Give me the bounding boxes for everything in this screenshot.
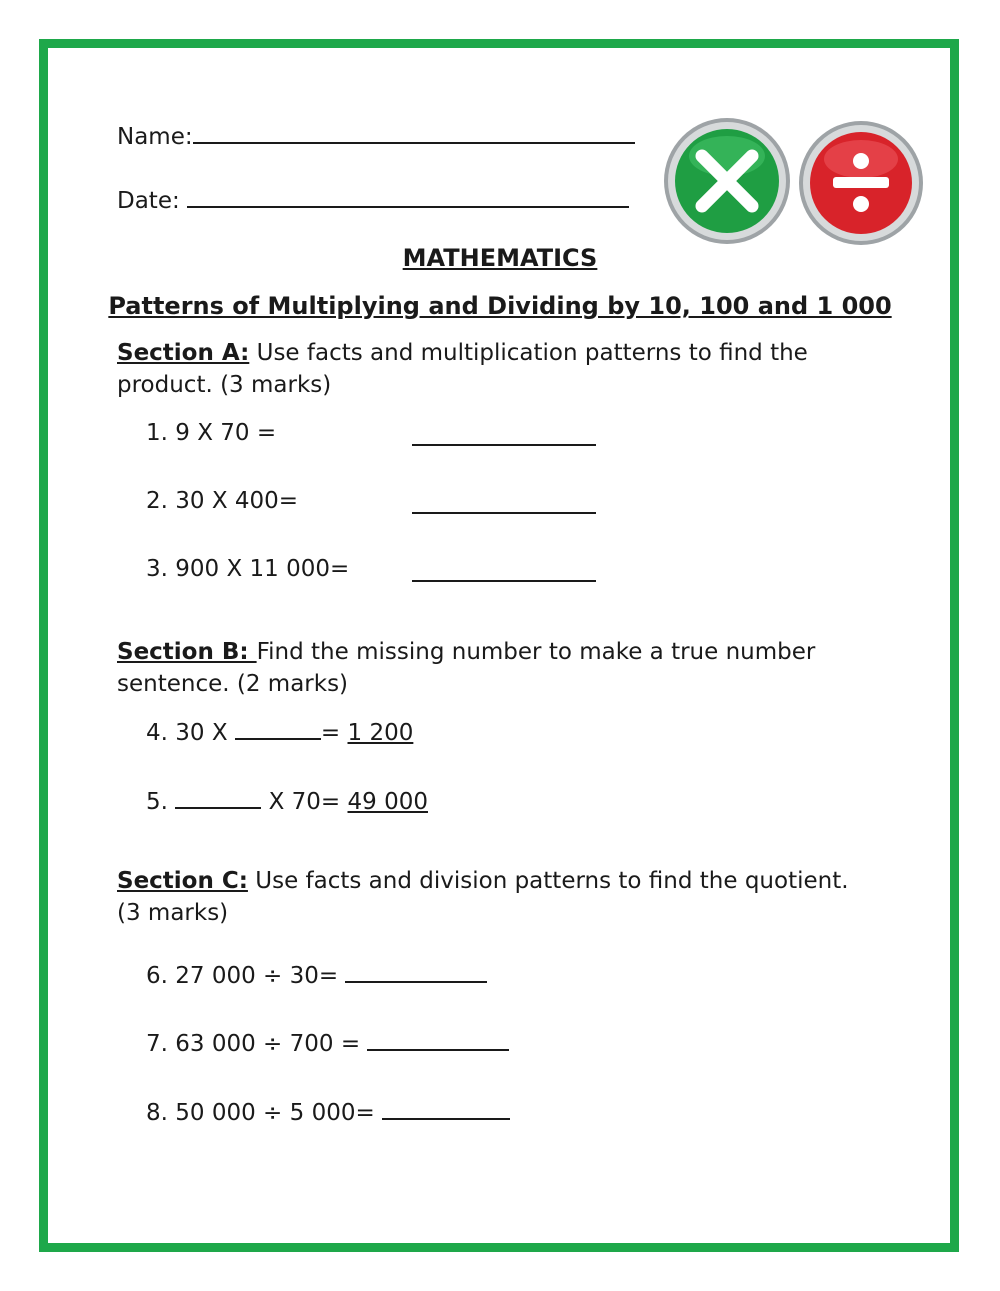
date-field [117, 182, 629, 216]
page-title: MATHEMATICS [402, 244, 598, 272]
answer-line-3 [412, 580, 596, 582]
page-subtitle: Patterns of Multiplying and Dividing by 10, 100 and 1 000 [108, 292, 892, 320]
question-6-text: 6. 27 000 ÷ 30= [146, 963, 346, 989]
date-label: Date: [117, 188, 180, 214]
question-4-answer: 1 200 [347, 720, 414, 746]
section-b-instructions [117, 636, 877, 700]
question-4 [146, 716, 413, 748]
section-c-heading: Section C: [117, 868, 248, 894]
section-b-heading: Section B: [117, 639, 257, 665]
question-2: 2. 30 X 400= [146, 488, 299, 514]
question-6 [146, 959, 487, 991]
question-5-prefix: 5. [146, 789, 176, 815]
section-b-text: Find the missing number to make a true number sentence. (2 marks) [117, 639, 816, 697]
date-blank [187, 182, 629, 208]
question-7-blank [367, 1027, 509, 1051]
question-8 [146, 1096, 510, 1128]
answer-line-1 [412, 444, 596, 446]
section-c-instructions [117, 865, 877, 929]
question-5 [146, 785, 428, 817]
question-1: 1. 9 X 70 = [146, 420, 277, 446]
question-5-answer: 49 000 [347, 789, 428, 815]
question-8-blank [382, 1096, 510, 1120]
name-field [117, 118, 635, 152]
question-7 [146, 1027, 509, 1059]
question-8-text: 8. 50 000 ÷ 5 000= [146, 1100, 383, 1126]
section-a-instructions [117, 337, 877, 401]
multiply-icon [662, 116, 792, 246]
section-a-heading: Section A: [117, 340, 250, 366]
question-5-blank [175, 785, 261, 809]
divide-icon [797, 119, 925, 247]
question-5-suffix: X 70= [261, 789, 348, 815]
section-a-text: Use facts and multiplication patterns to find the product. (3 marks) [117, 340, 808, 398]
question-7-text: 7. 63 000 ÷ 700 = [146, 1031, 368, 1057]
name-blank [193, 118, 635, 144]
question-6-blank [345, 959, 487, 983]
question-4-blank [235, 716, 321, 740]
section-c-text: Use facts and division patterns to find the quotient. (3 marks) [117, 868, 849, 926]
question-4-suffix: = [320, 720, 348, 746]
question-3: 3. 900 X 11 000= [146, 556, 350, 582]
name-label: Name: [117, 124, 193, 150]
answer-line-2 [412, 512, 596, 514]
question-4-prefix: 4. 30 X [146, 720, 235, 746]
